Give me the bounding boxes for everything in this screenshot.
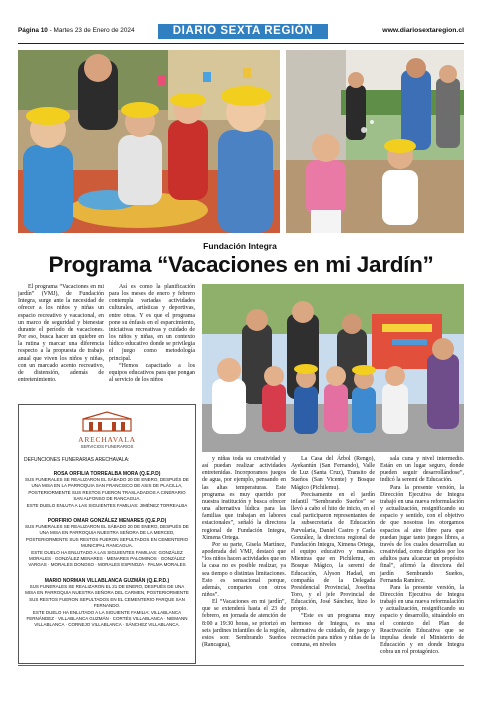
funeral-home-tagline: SERVICIOS FUNERARIOS bbox=[80, 444, 134, 449]
website-link[interactable]: www.diariosextaregion.cl bbox=[382, 27, 464, 34]
article-kicker: Fundación Integra bbox=[203, 241, 277, 251]
obituary-entry bbox=[24, 518, 190, 569]
paragraph: El programa “Vacaciones en mi jardín” (VMJ), de Fundación Integra, surge ante la necesidad de ofrecer a los niños y niñas un espacio recreativo y vacacional, en un marco de seguridad y bienestar durante el período de vacaciones. Por eso, busca hacer un quiebre en la rutina y marcar una diferencia respecto a la propuesta de trabajo anual que viven los niños y niñas, con un marcado acento recreativo, de distensión, además de entretenimiento. bbox=[18, 284, 104, 384]
header-divider bbox=[18, 43, 464, 44]
photo-children-yellow-caps bbox=[18, 50, 280, 233]
mourning-families: ESTE DUELO HA ENLUTADO A LA SIGUIENTE FAMILIA: VILLABLANCA FERNÁNDEZ · VILLABLANCA GUZMÁN · CORTÉS VILLABLANCA · NIEMANN VILLABLANCA · CORNEJO VILLABLANCA · SÁNCHEZ VILLABLANCA. bbox=[26, 609, 188, 628]
page-number: Página 10 bbox=[18, 27, 48, 34]
obituary-entry bbox=[24, 578, 190, 629]
article-column-2 bbox=[109, 284, 195, 384]
mourning-families: ESTE DUELO HA ENLUTADO A LAS SIGUIENTES FAMILIAS: GONZÁLEZ MORALES · GONZÁLEZ MENARES · MENARES PALOMINOS · GONZÁLEZ VARGAS · MORALES DONOSO · MORALES ESPINOZA · PALMA MORALES bbox=[28, 549, 186, 568]
paragraph: Así es como la planificación para los meses de enero y febrero contempla variadas actividades culturales, artísticas y deportivas, entre otras. Y es que el programa pone su énfasis en el esparcimiento, iniciativas recreativas y cuidado de los niños y niñas, en un contexto lúdico educativo donde se privilegia el juego como metodología principal. bbox=[109, 284, 195, 362]
newspaper-name: DIARIO SEXTA REGIÓN bbox=[158, 24, 328, 39]
obituary-box bbox=[18, 404, 196, 664]
page-header bbox=[18, 24, 464, 40]
page-bottom-divider bbox=[18, 665, 464, 666]
photo-girl-outdoor-play bbox=[286, 50, 464, 233]
funeral-home-name: ARECHAVALA bbox=[78, 435, 136, 444]
obituary-entry bbox=[24, 471, 190, 509]
deceased-name: MARIO NORMAN VILLABLANCA GUZMÁN (Q.E.P.D.) bbox=[44, 577, 170, 584]
paragraph: sala cuna y nivel intermedio. Están en un lugar seguro, donde pueden seguir desarrollándose”, indicó la seremi de Educación. bbox=[380, 456, 464, 484]
paragraph: La Casa del Árbol (Rengo), Ayekantún (San Fernando), Valle de Luz (Santa Cruz), Transito de Sueños (San Vicente) y Bosque Mágico (Pichilemu). bbox=[291, 456, 375, 491]
page-info bbox=[18, 27, 135, 34]
article-headline: Programa “Vacaciones en mi Jardín” bbox=[48, 252, 434, 277]
paragraph: y niñas toda su creatividad y así puedan realizar actividades entretenidas. Incorporamos juegos de agua, por ejemplo, pensando en las altas temperaturas. Este programa es muy querido por nuestra institución y busca ofrecer una alternativa lúdica para las familias que trabajan en labores estacionales”, señaló la directora regional de Fundación Integra, Ximena Ortega. bbox=[202, 456, 286, 541]
paragraph: Por su parte, Gisela Martínez, apoderada del VMJ, destacó que “los niños hacen actividades que en la casa no es posible realizar, ya sea tiempo o distintas limitaciones. Esto es sensacional porque, además, compartes con otros niños”. bbox=[202, 541, 286, 598]
deceased-name: PORFIRIO OMAR GONZÁLEZ MENARES (Q.E.P.D) bbox=[47, 518, 167, 525]
deceased-name: ROSA ORFILIA TORREALBA MORA (Q.E.P.D) bbox=[53, 471, 161, 477]
funeral-details: SUS FUNERALES SE REALIZARON EL SÁBADO 20 DE ENERO, DESPUÉS DE UNA MISA EN LA PARROQUIA SAN FRANCISCO DE ASIS DE PLACILLA, POSTERIORMENTE SUS RESTOS FUERON TRASLADADOS A CINERARIO SAN ALFONSO DE RANCAGUA. bbox=[25, 477, 189, 502]
photo-group-playground bbox=[202, 284, 464, 452]
article-column-3 bbox=[202, 456, 286, 649]
paragraph: Para la presente versión, la Dirección Ejecutiva de Integra trabajó en una nueva reformulación y actualización, resignificando su espacio y sentido, con el objetivo de que nosotras les otorgamos espacios al aire libre para que puedan jugar tanto juegos libres, a través de los cuales desarrollan su creatividad, como dirigidos por los adultos para alcanzar un propósito final”, afirmó la directora del jardín Sembrando Sueños, Fernanda Ramírez. bbox=[380, 484, 464, 584]
paragraph: “Hemos capacitado a los equipos educativos para que pongan al servicio de los niños bbox=[109, 362, 195, 384]
article-column-4 bbox=[291, 456, 375, 649]
paragraph: Precisamente en el jardín infantil “Sembrando Sueños” se llevó a cabo el hito de inicio, en el cual participaron representantes de la subsecretaría de Educación Parvularia, Daniel Castro y Carla González, la directora regional de Fundación Integra, Ximena Ortega, el equipo educativo y mamás. Mientras que en Pichilemu, en Bosque Mágico, la seremi de Educación, Alyson Hadad, en compañía de la Delegada Presidencial Provincial, Josefina Toro, y el jefe Provincial de Educación, José Sánchez, hizo lo propio. bbox=[291, 491, 375, 613]
article-column-5 bbox=[380, 456, 464, 656]
article-column-1 bbox=[18, 284, 104, 384]
mourning-families: ESTE DUELO ENLUTA A LAS SIGUIENTES FAMILIAS: JIMÉNEZ TORREALBA bbox=[26, 502, 188, 508]
paragraph: Para la presente versión, la Dirección Ejecutiva de Integra trabajó en una nueva reformulación y actualización, resignificando su espacio y desarrollo, situándolo en el contexto del Plan de Reactivación Educativa que se impulsa desde el Ministerio de Educación y en donde Integra cobra un rol protagónico. bbox=[380, 584, 464, 656]
issue-date: - Martes 23 de Enero de 2024 bbox=[47, 27, 135, 34]
obituary-title: DEFUNCIONES FUNERARIAS ARECHAVALA: bbox=[24, 457, 130, 463]
paragraph: “Este es un programa muy hermoso de Integra, es una alternativa de cuidado, de juego y recreación para niños y niñas de la comuna, en niveles bbox=[291, 613, 375, 649]
funeral-home-logo-icon bbox=[79, 411, 135, 433]
funeral-details: SUS FUNERALES SE REALIZARON EL SÁBADO 20 DE ENERO, DESPUÉS DE UNA MISA EN PARROQUIA NUESTRA SEÑORA DE LA MERCED, POSTERIORMENTE SUS RESTOS FUERON SEPULTADOS EN CEMENTERIO MUNICIPAL RANCAGUA. bbox=[25, 524, 189, 549]
paragraph: El “Vacaciones en mi jardín”, que se extenderá hasta el 23 de febrero, en jornada de atención de 8:00 a 19:30 horas, se priorizó en seis jardines infantiles de la región, estos son: Sembrando Sueños (Rancagua), bbox=[202, 599, 286, 649]
funeral-details: SUS FUNERALES SE REALIZARON EL 21 DE ENERO, DESPUÉS DE UNA MISA EN PARROQUIA NUESTRA SEÑORA DEL CARMEN, POSTERIORMENTE SUS RESTOS FUERON SEPULTADOS EN EL CEMENTERIO PARQUE SAN FERNANDO. bbox=[25, 583, 189, 609]
